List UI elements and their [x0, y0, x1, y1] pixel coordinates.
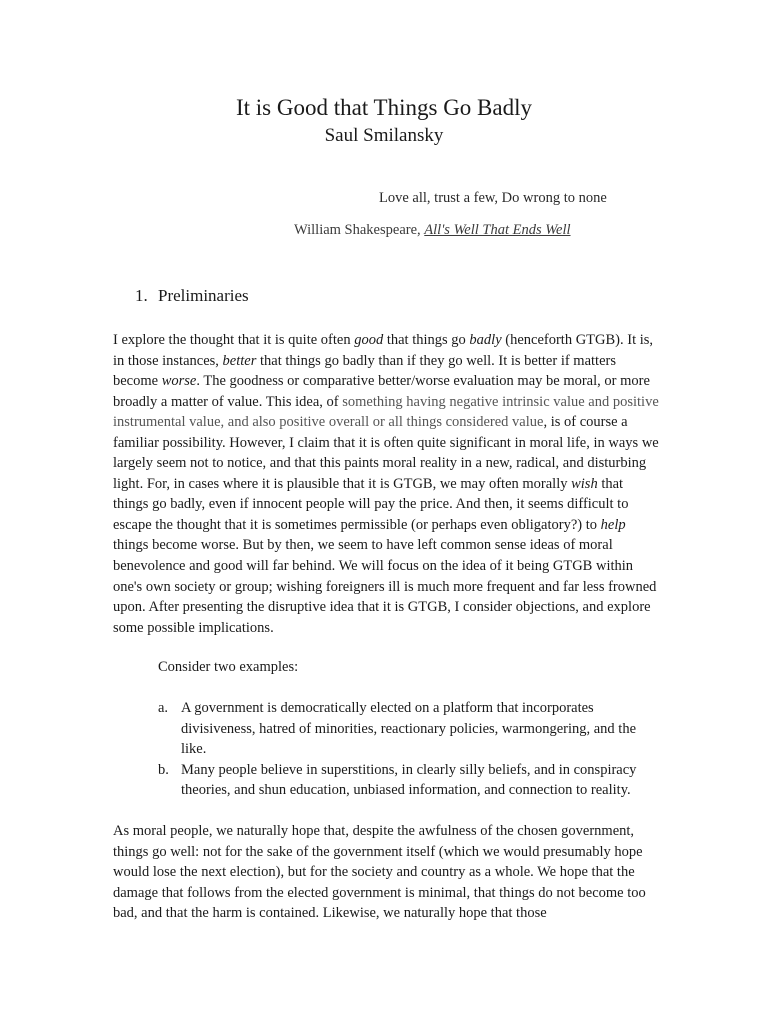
section-number: 1.	[135, 286, 148, 305]
text-run: that things go badly, even if innocent people will pay the price. And then, it seems difficult to escape the thought that it is sometimes permissible (or perhaps even obligatory?) to	[113, 475, 629, 533]
emphasis-badly: badly	[469, 332, 502, 348]
text-run: that things go	[383, 332, 470, 348]
examples-list	[158, 698, 661, 801]
examples-intro: Consider two examples:	[158, 659, 299, 675]
epigraph-attribution	[294, 220, 571, 240]
text-run: (henceforth GTGB). It is, in those instances,	[113, 332, 654, 369]
text-run: , is of course a familiar possibility. However, I claim that it is often quite significant in moral life, in ways we largely seem not to notice, and that this paints moral reality in a new, radical, and disturbing light. For, in cases where it is plausible that it is GTGB, we may often morally	[113, 414, 659, 492]
intro-paragraph	[113, 330, 661, 638]
list-item	[158, 698, 661, 760]
list-item-text: A government is democratically elected on a platform that incorporates divisiveness, hatred of minorities, reactionary policies, warmongering, and the like.	[181, 700, 637, 758]
epigraph-work-title: All's Well That Ends Well	[424, 222, 571, 238]
list-marker: a.	[158, 700, 169, 716]
emphasis-help: help	[600, 516, 626, 533]
text-run: things become worse. But by then, we seem to have left common sense ideas of moral benevolence and good will far behind. We will focus on the idea of it being GTGB within one's own society or group; wishing foreigners ill is much more frequent and far less frowned upon. After presenting the disruptive idea that it is GTGB, I consider objections, and explore some possible implications.	[113, 537, 657, 636]
list-item	[158, 760, 661, 801]
emphasis-wish: wish	[571, 475, 598, 492]
emphasis-better: better	[222, 352, 257, 369]
body-paragraph: As moral people, we naturally hope that, despite the awfulness of the chosen government, things go well: not for the sake of the government itself (which we would presumably hope would lose the next election), but for the society and country as a whole. We hope that the damage that follows from the elected government is minimal, that things do not become too bad, and that the harm is contained. Likewise, we naturally hope that those	[113, 823, 646, 922]
text-run: that things go badly than if they go well. It is better if matters become	[113, 352, 616, 390]
document-author: Saul Smilansky	[324, 125, 444, 146]
section-title: Preliminaries	[158, 286, 249, 305]
epigraph-author: William Shakespeare,	[294, 222, 425, 238]
list-item-text: Many people believe in superstitions, in clearly silly beliefs, and in conspiracy theories, and shun education, unbiased information, and connection to reality.	[181, 761, 637, 799]
emphasis-worse: worse	[161, 373, 197, 390]
text-run: I explore the thought that it is quite often	[113, 332, 355, 348]
section-heading	[135, 285, 249, 307]
document-title: It is Good that Things Go Badly	[235, 95, 532, 120]
text-run: . The goodness or comparative better/worse evaluation may be moral, or more broadly a matter of value. This idea, of	[113, 373, 650, 410]
highlighted-phrase: something having negative intrinsic value and positive instrumental value, and also positive overall or all things considered value	[113, 393, 659, 431]
epigraph-quote: Love all, trust a few, Do wrong to none	[379, 190, 607, 206]
emphasis-good: good	[354, 332, 384, 348]
list-marker: b.	[158, 761, 169, 778]
